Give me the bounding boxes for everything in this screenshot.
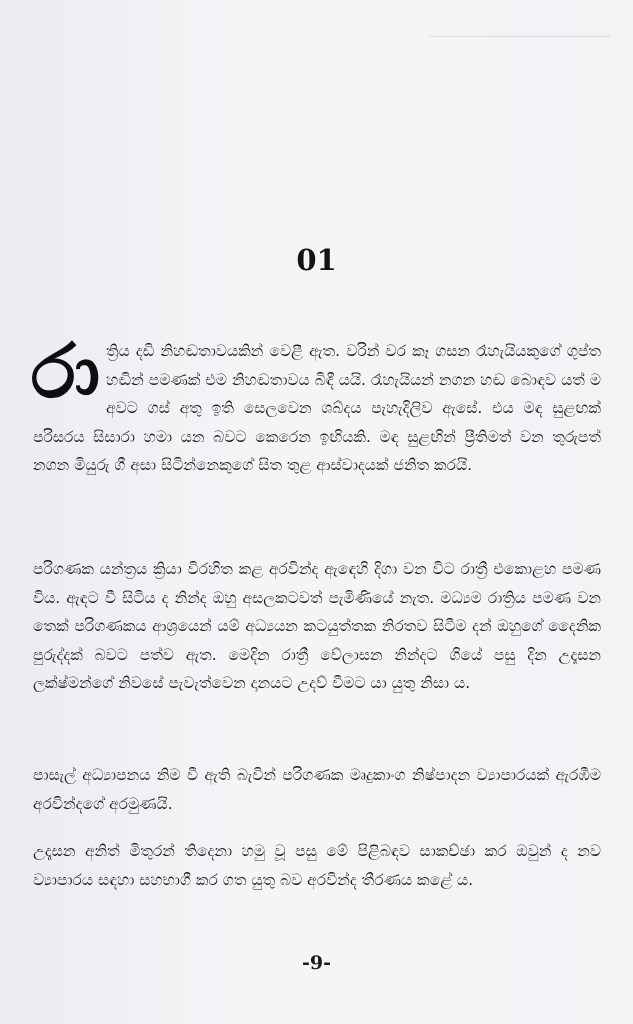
paragraph-1 bbox=[31, 329, 601, 480]
paragraph-3: පාසැල් අධ්‍යාපනය නිම වී ඇති බැවින් පරිගණක මෘදුකාංග නිෂ්පාදන ව්‍යාපාරයක් ඇරඹීම අරවින්දගේ අරමුණයි. bbox=[33, 766, 601, 813]
chapter-number: 01 bbox=[296, 243, 337, 277]
drop-cap: රා bbox=[31, 329, 101, 415]
show-through-rule bbox=[430, 36, 610, 37]
paragraph-2: පරිගණක යන්ත්‍රය ක්‍රියා විරහිත කළ අරවින්ද ඇඳෙහි දිගා වන විට රාත්‍රී එකොළහ පමණ විය. ඇඳට වී සිටිය ද නින්ද ඔහු අසලකටවත් පැමිණියේ නැත. මධ්‍යම රාත්‍රිය පමණ වන තෙක් පරිගණකය ආශ්‍රයෙන් යම් අධ්‍යයන කටයුත්තක නිරතව සිටීම දන් ඔහුගේ දෛනික පුරුද්දක් බවට පත්ව ඇත. මෙදින රාත්‍රී වේලාසන නින්දට ගියේ පසු දින උදෑසන ලක්ෂ්මන්ගේ නිවසේ පැවැත්වෙන දානයට උදව් වීමට යා යුතු නිසා ය. bbox=[33, 560, 601, 692]
paragraph-4: උදෑසන අනිත් මිතුරන් තිදෙනා හමු වූ පසු මේ පිළිබඳව සාකච්ඡා කර ඔවුන් ද නව ව්‍යාපාරය සඳහා සහභාගී කර ගත යුතු බව අරවින්ද තීරණය කළේ ය. bbox=[33, 842, 601, 889]
page-number: -9- bbox=[302, 952, 331, 974]
paragraph-1-text: ත්‍රිය දඩි නිහඬතාවයකින් වෙළී ඇත. වරින් වර කෑ ගසන රෑහැයියකුගේ ගුප්ත හඬින් පමණක් එම නිහඬතාවය බිඳී යයි. රෑහැයියන් නගන හඬ බොඳව යත් ම අවට ගස් අතු ඉති සෙලවෙන ශබ්දය පැහැදිලිව ඇසේ. එය මඳ සුළඟක් පරිසරය සිසාරා හමා යන බවට කෙරෙන ඉඟියකි. මඳ සුළඟින් ප්‍රීතිමත් වන තුරුපත් නගන මියුරු ගී අසා සිටින්නෙකුගේ සිත තුළ ආස්වාදයක් ජනිත කරයි. bbox=[33, 342, 601, 474]
